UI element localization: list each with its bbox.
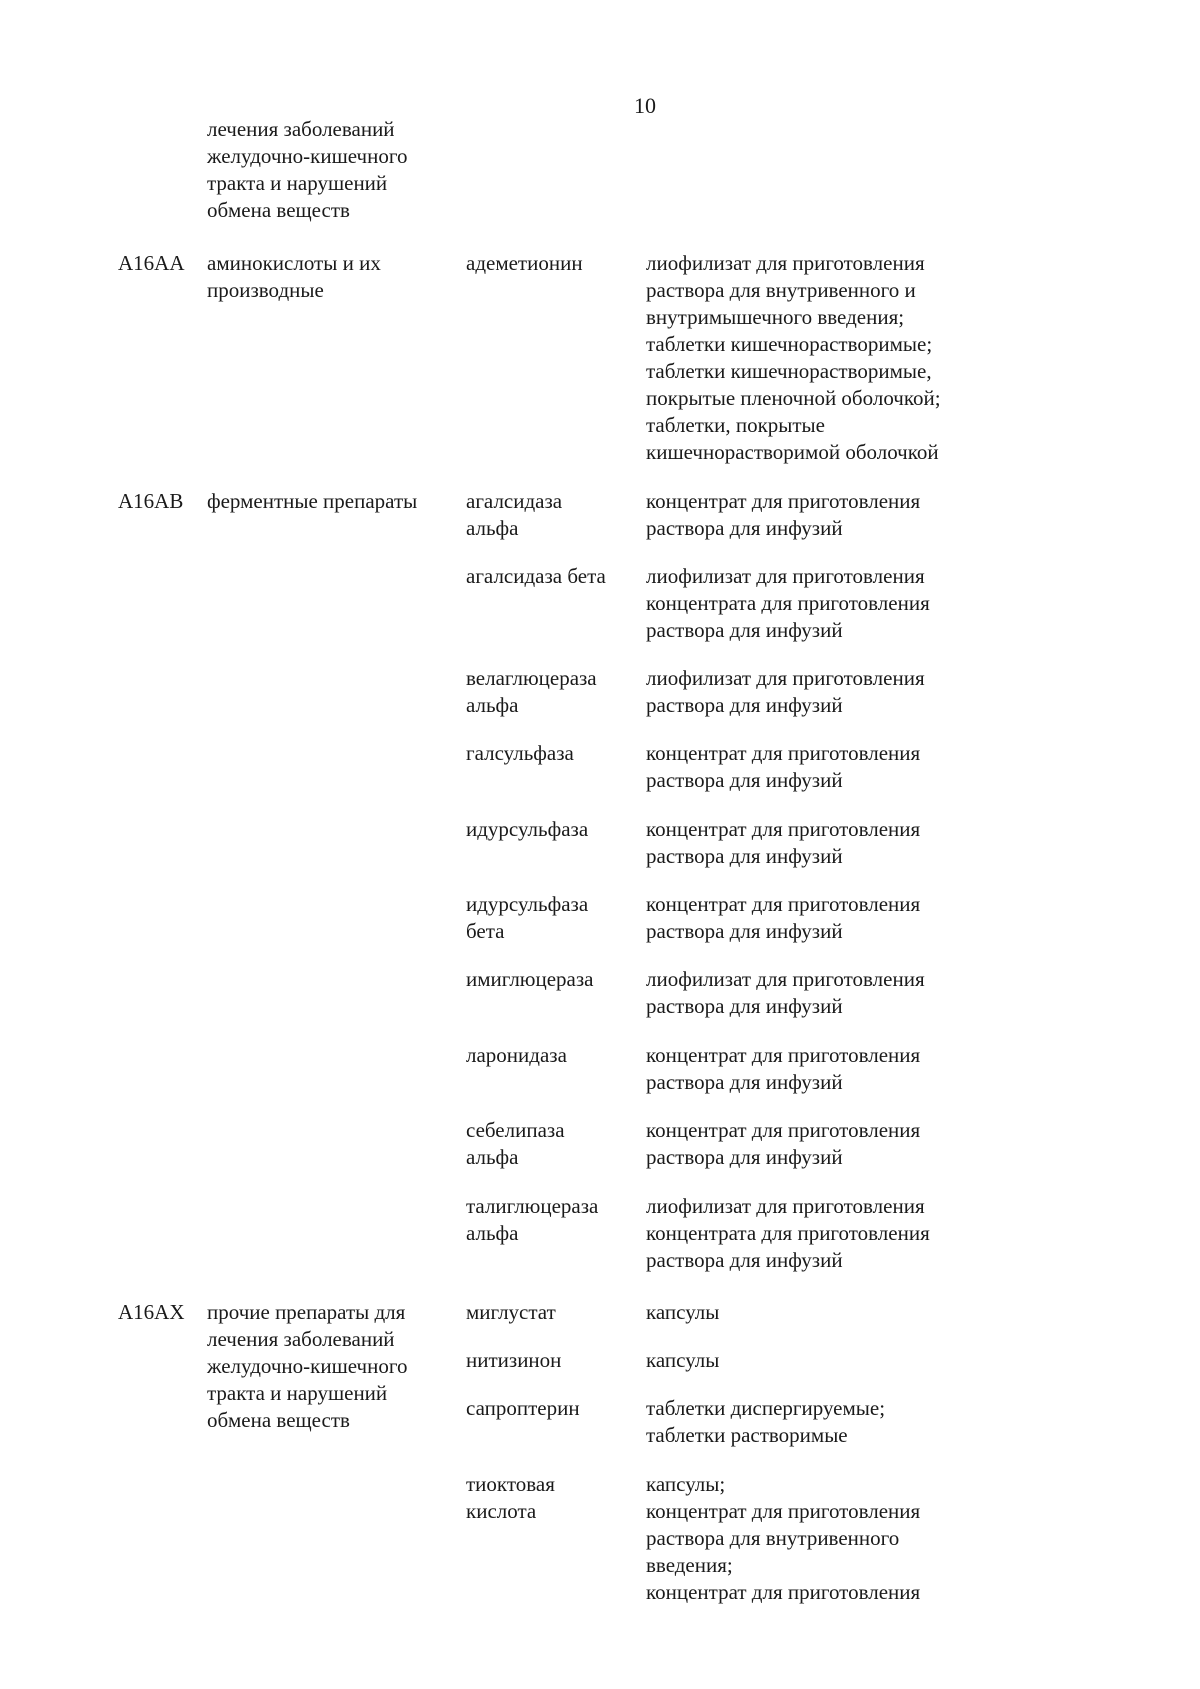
dosage-form-line: лиофилизат для приготовления [646, 1194, 925, 1218]
dosage-forms [646, 488, 986, 542]
atc-code: A16AB [118, 489, 184, 513]
dosage-form-line: концентрат для приготовления [646, 1499, 921, 1523]
drug-name [466, 1042, 641, 1069]
group-name-line: прочие препараты для [207, 1300, 406, 1324]
dosage-form-line: концентрат для приготовления [646, 741, 921, 765]
dosage-forms [646, 1471, 986, 1606]
heading-line: желудочно-кишечного [207, 144, 408, 168]
drug-name-line: нитизинон [466, 1348, 562, 1372]
continued-heading [207, 116, 447, 224]
drug-name [466, 1347, 641, 1374]
dosage-form-line: раствора для инфузий [646, 1070, 843, 1094]
dosage-form-line: лиофилизат для приготовления [646, 666, 925, 690]
dosage-form-line: раствора для инфузий [646, 693, 843, 717]
drug-name-line: тиоктовая [466, 1472, 555, 1496]
group-name-line: ферментные препараты [207, 489, 418, 513]
dosage-form-line: капсулы [646, 1300, 720, 1324]
drug-name [466, 891, 641, 945]
group-name-line: лечения заболеваний [207, 1327, 395, 1351]
dosage-form-line: раствора для инфузий [646, 1248, 843, 1272]
drug-name-line: талиглюцераза [466, 1194, 599, 1218]
drug-name [466, 816, 641, 843]
drug-name-line: велаглюцераза [466, 666, 597, 690]
group-name-line: желудочно-кишечного [207, 1354, 408, 1378]
dosage-form-line: концентрат для приготовления [646, 489, 921, 513]
drug-name [466, 563, 641, 590]
dosage-form-line: концентрат для приготовления [646, 1118, 921, 1142]
dosage-form-line: внутримышечного введения; [646, 305, 905, 329]
group-name [207, 1299, 457, 1434]
dosage-form-line: раствора для внутривенного [646, 1526, 900, 1550]
dosage-form-line: капсулы; [646, 1472, 726, 1496]
drug-name-line: альфа [466, 693, 519, 717]
dosage-forms [646, 740, 986, 794]
dosage-forms [646, 891, 986, 945]
group-name-line: аминокислоты и их [207, 251, 381, 275]
dosage-form-line: таблетки, покрытые [646, 413, 825, 437]
drug-name [466, 250, 641, 277]
drug-name [466, 1193, 641, 1247]
group-name-line: обмена веществ [207, 1408, 350, 1432]
dosage-forms [646, 1042, 986, 1096]
dosage-form-line: таблетки диспергируемые; [646, 1396, 886, 1420]
dosage-forms [646, 563, 986, 644]
drug-name [466, 740, 641, 767]
drug-name-line: ларонидаза [466, 1043, 567, 1067]
drug-name [466, 488, 641, 542]
dosage-form-line: раствора для инфузий [646, 844, 843, 868]
dosage-form-line: раствора для инфузий [646, 1145, 843, 1169]
dosage-form-line: раствора для инфузий [646, 919, 843, 943]
dosage-form-line: лиофилизат для приготовления [646, 251, 925, 275]
drug-name [466, 1395, 641, 1422]
drug-name-line: альфа [466, 1221, 519, 1245]
dosage-forms [646, 250, 986, 466]
dosage-form-line: концентрат для приготовления [646, 1043, 921, 1067]
drug-name [466, 1471, 641, 1525]
dosage-form-line: концентрат для приготовления [646, 1580, 921, 1604]
dosage-form-line: концентрата для приготовления [646, 1221, 930, 1245]
dosage-form-line: раствора для внутривенного и [646, 278, 916, 302]
dosage-forms [646, 1193, 986, 1274]
dosage-form-line: покрытые пленочной оболочкой; [646, 386, 941, 410]
heading-line: обмена веществ [207, 198, 350, 222]
drug-name-line: кислота [466, 1499, 537, 1523]
dosage-forms [646, 1117, 986, 1171]
drug-name-line: миглустат [466, 1300, 556, 1324]
drug-name-line: бета [466, 919, 505, 943]
dosage-forms [646, 1347, 986, 1374]
group-name [207, 250, 457, 304]
drug-name-line: идурсульфаза [466, 817, 589, 841]
drug-name-line: имиглюцераза [466, 967, 594, 991]
page-number: 10 [634, 93, 656, 118]
dosage-form-line: лиофилизат для приготовления [646, 967, 925, 991]
dosage-form-line: раствора для инфузий [646, 768, 843, 792]
dosage-form-line: лиофилизат для приготовления [646, 564, 925, 588]
dosage-form-line: таблетки кишечнорастворимые, [646, 359, 932, 383]
dosage-form-line: раствора для инфузий [646, 994, 843, 1018]
drug-name-line: альфа [466, 516, 519, 540]
heading-line: лечения заболеваний [207, 117, 395, 141]
drug-name-line: идурсульфаза [466, 892, 589, 916]
dosage-forms [646, 1395, 986, 1449]
drug-name [466, 665, 641, 719]
dosage-form-line: введения; [646, 1553, 733, 1577]
drug-name-line: галсульфаза [466, 741, 574, 765]
drug-name-line: агалсидаза бета [466, 564, 606, 588]
heading-line: тракта и нарушений [207, 171, 388, 195]
drug-name-line: адеметионин [466, 251, 583, 275]
dosage-form-line: концентрат для приготовления [646, 817, 921, 841]
group-name-line: производные [207, 278, 324, 302]
dosage-form-line: таблетки кишечнорастворимые; [646, 332, 933, 356]
atc-code: A16AX [118, 1300, 185, 1324]
dosage-forms [646, 816, 986, 870]
drug-name-line: агалсидаза [466, 489, 563, 513]
dosage-form-line: кишечнорастворимой оболочкой [646, 440, 939, 464]
group-name [207, 488, 457, 515]
drug-name [466, 1117, 641, 1171]
drug-name-line: сапроптерин [466, 1396, 580, 1420]
dosage-form-line: концентрата для приготовления [646, 591, 930, 615]
dosage-form-line: раствора для инфузий [646, 618, 843, 642]
drug-name [466, 1299, 641, 1326]
dosage-form-line: концентрат для приготовления [646, 892, 921, 916]
dosage-forms [646, 665, 986, 719]
dosage-form-line: таблетки растворимые [646, 1423, 848, 1447]
drug-name [466, 966, 641, 993]
atc-code: A16AA [118, 251, 185, 275]
drug-name-line: альфа [466, 1145, 519, 1169]
dosage-form-line: раствора для инфузий [646, 516, 843, 540]
dosage-forms [646, 966, 986, 1020]
dosage-form-line: капсулы [646, 1348, 720, 1372]
drug-name-line: себелипаза [466, 1118, 565, 1142]
group-name-line: тракта и нарушений [207, 1381, 388, 1405]
dosage-forms [646, 1299, 986, 1326]
